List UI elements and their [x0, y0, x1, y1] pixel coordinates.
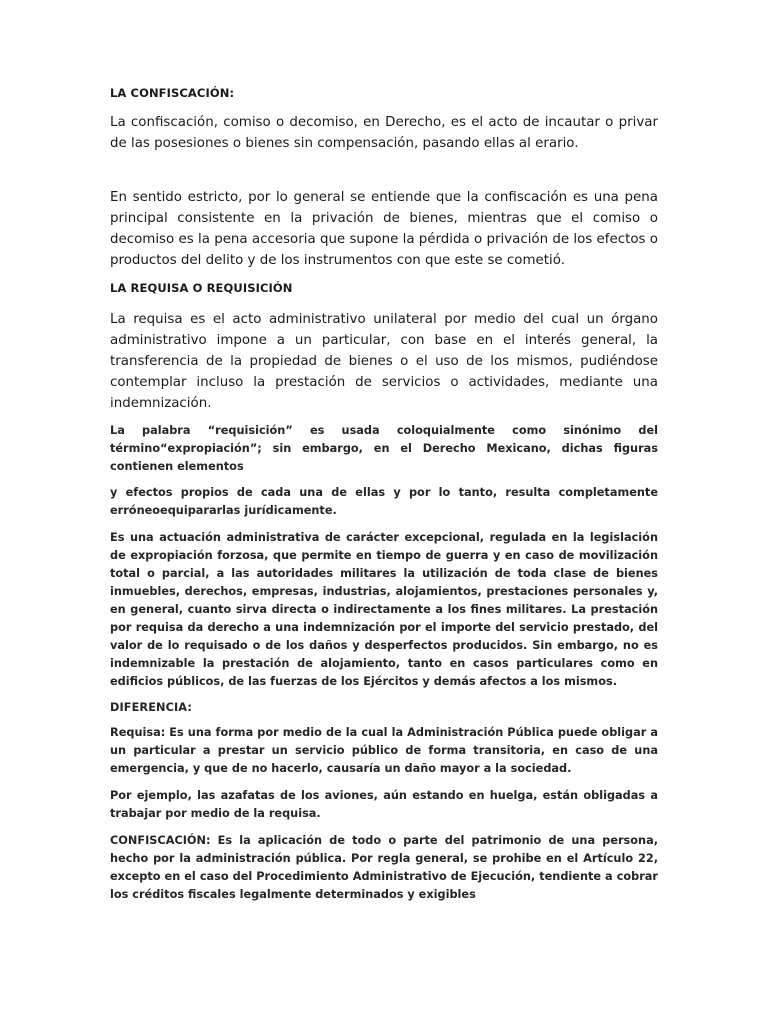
paragraph-confiscacion-definition: La confiscación, comiso o decomiso, en Derecho, es el acto de incautar o privar de las posesiones o bienes sin compensación, pasando ellas al erario. [110, 115, 658, 151]
paragraph-confiscacion-diferencia: CONFISCACIÓN: Es la aplicación de todo o parte del patrimonio de una persona, hecho por la administración pública. Por regla general, se prohibe en el Artículo 22, excepto en el caso del Procedimiento Administrativo de Ejecución, tendiente a cobrar los créditos fiscales legalmente determinados y exigibles [110, 834, 658, 901]
paragraph-requisa-definition: La requisa es el acto administrativo unilateral por medio del cual un órgano administrativo impone a un particular, con base en el interés general, la transferencia de la propiedad de bienes o el uso de los mismos, pudiéndose contemplar incluso la prestación de servicios o actividades, mediante una indemnización. [110, 312, 658, 411]
heading-confiscacion: LA CONFISCACIÓN: [110, 86, 235, 100]
heading-requisa: LA REQUISA O REQUISICIÓN [110, 281, 293, 295]
paragraph-ejemplo: Por ejemplo, las azafatas de los aviones, aún estando en huelga, están obligadas a trabajar por medio de la requisa. [110, 789, 658, 820]
paragraph-requisa-diferencia: Requisa: Es una forma por medio de la cual la Administración Pública puede obligar a un particular a prestar un servicio público de forma transitoria, en caso de una emergencia, y que de no hacerlo, causaría un daño mayor a la sociedad. [110, 726, 658, 775]
paragraph-palabra-requisicion: La palabra “requisición” es usada coloquialmente como sinónimo del término“expropiación”; sin embargo, en el Derecho Mexicano, dichas figuras contienen elementos [110, 424, 658, 473]
document-page [110, 84, 658, 904]
heading-diferencia: DIFERENCIA: [110, 701, 192, 714]
paragraph-actuacion-administrativa: Es una actuación administrativa de carácter excepcional, regulada en la legislación de expropiación forzosa, que permite en tiempo de guerra y en caso de movilización total o parcial, a las autoridades militares la utilización de toda clase de bienes inmuebles, derechos, empresas, industrias, alojamientos, prestaciones personales y, en general, cuanto sirva directa o indirectamente a los fines militares. La prestación por requisa da derecho a una indemnización por el importe del servicio prestado, del valor de lo requisado o de los daños y desperfectos producidos. Sin embargo, no es indemnizable la prestación de alojamiento, tanto en casos particulares como en edificios públicos, de las fuerzas de los Ejércitos y demás afectos a los mismos. [110, 531, 658, 688]
paragraph-efectos-propios: y efectos propios de cada una de ellas y por lo tanto, resulta completamente erróneoequipararlas jurídicamente. [110, 486, 658, 517]
paragraph-sentido-estricto: En sentido estricto, por lo general se entiende que la confiscación es una pena principal consistente en la privación de bienes, mientras que el comiso o decomiso es la pena accesoria que supone la pérdida o privación de los efectos o productos del delito y de los instrumentos con que este se cometió. [110, 190, 658, 268]
